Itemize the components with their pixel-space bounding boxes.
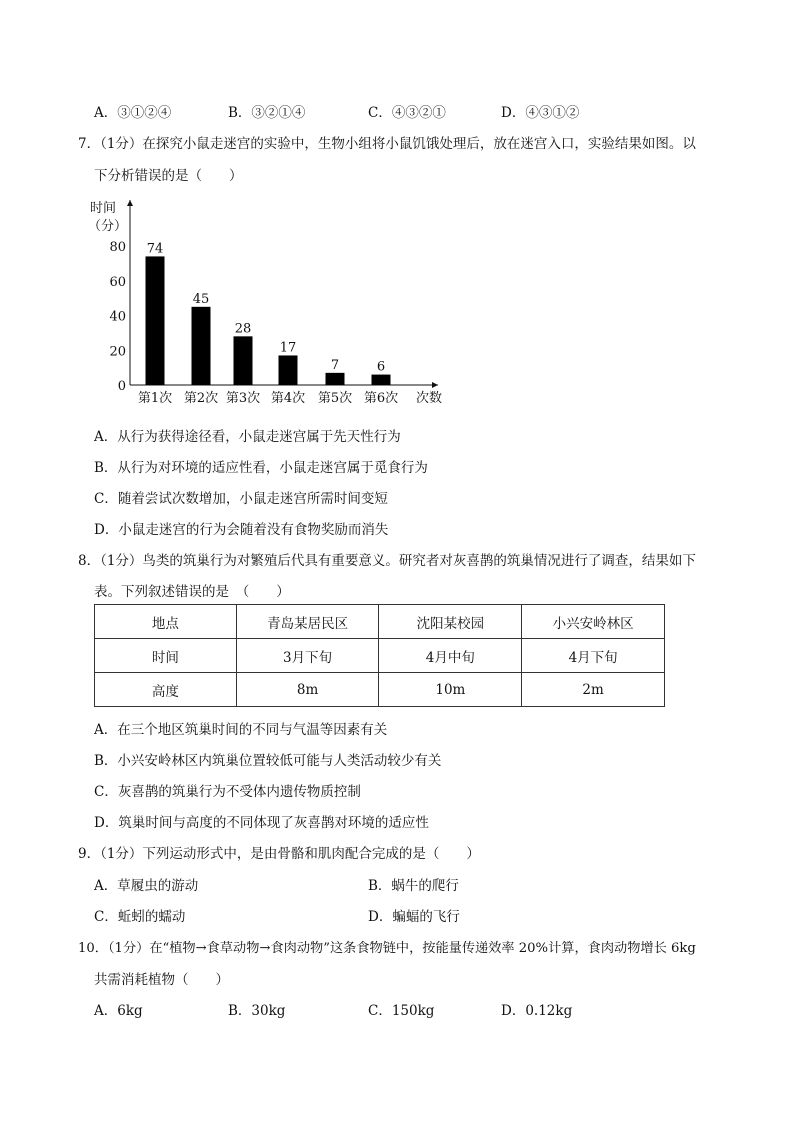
y-tick-label: 60 [109,274,126,290]
bar-value-label: 6 [376,359,386,375]
x-category-label: 第2次 [183,391,219,406]
q10-option-d: D．0.12kg [501,1003,573,1019]
table-row [95,639,665,673]
q7-option-c: C．随着尝试次数增加，小鼠走迷宫所需时间变短 [94,491,388,507]
q9-option-b: B．蜗牛的爬行 [368,878,459,894]
q6-option-b: B．③②①④ [228,105,306,121]
table-row [95,673,665,707]
q10-option-a: A．6kg [94,1003,143,1019]
q7-stem-line1: 7．（1分）在探究小鼠走迷宫的实验中，生物小组将小鼠饥饿处理后，放在迷宫入口，实验结果如图。以 [78,136,696,152]
bar-value-label: 74 [146,241,164,257]
table-cell: 4月中旬 [379,639,522,673]
bar [372,375,391,385]
q6-option-a: A．③①②④ [94,105,172,121]
q8-option-b: B．小兴安岭林区内筑巢位置较低可能与人类活动较少有关 [94,753,442,769]
x-category-label: 第5次 [317,391,353,406]
maze-time-bar-chart [88,196,468,411]
x-category-label: 第1次 [137,391,173,406]
table-cell: 沈阳某校园 [379,605,522,639]
table-cell: 4月下旬 [522,639,665,673]
table-cell: 青岛某居民区 [236,605,379,639]
q10-stem-line1: 10．（1分）在“植物→食草动物→食肉动物”这条食物链中，按能量传递效率 20%计算，食肉动物增长 6kg [78,941,696,956]
table-cell: 3月下旬 [236,639,379,673]
x-category-label: 第6次 [363,391,399,406]
q6-option-c: C．④③②① [368,105,446,121]
q8-option-c: C．灰喜鹊的筑巢行为不受体内遗传物质控制 [94,784,361,800]
x-category-label: 第3次 [225,391,261,406]
bar [279,355,298,385]
q10-option-c: C．150kg [368,1003,435,1019]
q7-option-a: A．从行为获得途径看，小鼠走迷宫属于先天性行为 [94,429,401,445]
q7-stem-line2: 下分析错误的是（ ） [94,168,243,184]
q9-option-c: C．蚯蚓的蠕动 [94,909,186,925]
bar-value-label: 17 [279,340,297,356]
bar-value-label: 28 [234,321,252,337]
table-cell: 高度 [95,673,237,707]
bar [146,256,165,385]
table-cell: 小兴安岭林区 [522,605,665,639]
q8-stem-line1: 8．（1分）鸟类的筑巢行为对繁殖后代具有重要意义。研究者对灰喜鹊的筑巢情况进行了调查，结果如下 [78,553,696,569]
q7-option-b: B．从行为对环境的适应性看，小鼠走迷宫属于觅食行为 [94,460,428,476]
bar [326,373,345,385]
q9-stem: 9．（1分）下列运动形式中，是由骨骼和肌肉配合完成的是（ ） [78,846,480,862]
q6-option-d: D．④③①② [501,105,580,121]
table-cell: 10m [379,673,522,707]
y-tick-label: 80 [109,240,126,255]
x-axis-label: 次数 [416,391,443,406]
y-tick-label: 20 [109,344,126,360]
y-tick-label: 40 [109,309,126,325]
y-tick-label: 0 [117,379,126,394]
table-cell: 2m [522,673,665,707]
q10-stem-line2: 共需消耗植物（ ） [94,972,229,988]
q8-option-a: A．在三个地区筑巢时间的不同与气温等因素有关 [94,722,388,738]
q10-option-b: B．30kg [228,1003,286,1019]
bar [234,336,253,385]
nest-survey-table [94,604,665,707]
q8-option-d: D．筑巢时间与高度的不同体现了灰喜鹊对环境的适应性 [94,815,429,831]
x-category-label: 第4次 [270,391,306,406]
bar [192,307,211,385]
q7-option-d: D．小鼠走迷宫的行为会随着没有食物奖励而消失 [94,522,389,538]
bar-value-label: 45 [192,291,210,307]
y-axis-label-line2: （分） [88,219,128,234]
q9-option-d: D．蝙蝠的飞行 [368,909,460,925]
table-cell: 时间 [95,639,237,673]
table-row [95,605,665,639]
q8-stem-line2: 表。下列叙述错误的是 （ ） [94,584,290,600]
bar-value-label: 7 [330,357,340,373]
q9-option-a: A．草履虫的游动 [94,878,199,894]
table-cell: 8m [236,673,379,707]
y-axis-label-line1: 时间 [90,201,117,216]
table-cell: 地点 [95,605,237,639]
